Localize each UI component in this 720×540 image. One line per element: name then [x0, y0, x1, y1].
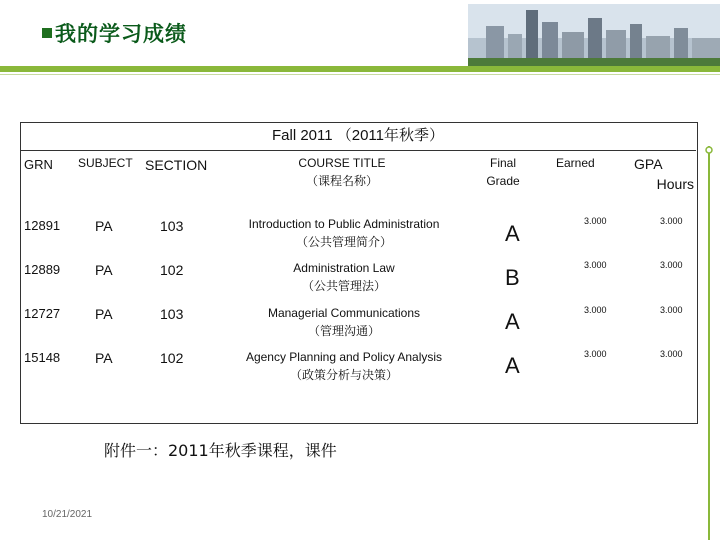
header-final-grade — [478, 154, 528, 190]
row2-grade: B — [505, 265, 520, 290]
header-subject: SUBJECT — [78, 156, 133, 170]
right-edge-decoration — [702, 146, 716, 540]
row2-section: 102 — [160, 262, 184, 278]
header-divider — [0, 74, 720, 75]
row3-course-title — [222, 304, 466, 340]
row4-grn: 15148 — [24, 350, 61, 365]
city-skyline-image — [468, 4, 720, 66]
row1-grade: A — [505, 221, 520, 246]
header-accent-bar — [0, 66, 720, 72]
row4-course-title — [222, 348, 466, 384]
row3-title-en: Managerial Communications — [267, 306, 421, 320]
row3-grade: A — [505, 309, 520, 334]
header-course-title-en: COURSE TITLE — [298, 156, 386, 170]
row4-grade: A — [505, 353, 520, 378]
row1-section: 103 — [160, 218, 184, 234]
table-heading-divider — [20, 150, 696, 151]
row1-title-zh: （公共管理简介） — [295, 235, 392, 249]
row3-subject: PA — [95, 306, 113, 322]
row1-title-en: Introduction to Public Administration — [248, 217, 440, 231]
header-grn: GRN — [24, 157, 53, 172]
header-earned: Earned — [556, 156, 595, 170]
row1-earned: 3.000 — [584, 216, 607, 226]
row3-earned: 3.000 — [584, 305, 607, 315]
row4-section: 102 — [160, 350, 184, 366]
row4-subject: PA — [95, 350, 113, 366]
slide-date: 10/21/2021 — [42, 509, 93, 520]
header-course-title-zh: （课程名称） — [305, 174, 378, 188]
row3-section: 103 — [160, 306, 184, 322]
row3-gpa: 3.000 — [660, 305, 683, 315]
header-final-grade-line2: Grade — [486, 174, 520, 188]
slide-title: 我的学习成绩 — [55, 22, 187, 46]
row2-course-title — [222, 259, 466, 295]
slide-title-group — [42, 18, 187, 48]
header-gpa-line1: GPA — [634, 156, 663, 172]
row4-earned: 3.000 — [584, 349, 607, 359]
row2-title-en: Administration Law — [293, 261, 395, 275]
row4-gpa: 3.000 — [660, 349, 683, 359]
square-bullet-icon — [42, 28, 52, 38]
row3-grn: 12727 — [24, 306, 61, 321]
row2-gpa: 3.000 — [660, 260, 683, 270]
header-section: SECTION — [145, 157, 208, 173]
row1-gpa: 3.000 — [660, 216, 683, 226]
row1-grn: 12891 — [24, 218, 61, 233]
row2-grn: 12889 — [24, 262, 61, 277]
row1-subject: PA — [95, 218, 113, 234]
header-course-title — [262, 154, 422, 190]
row1-course-title — [222, 215, 466, 251]
row2-earned: 3.000 — [584, 260, 607, 270]
header-gpa-hours — [634, 154, 694, 194]
row3-title-zh: （管理沟通） — [307, 324, 380, 338]
row2-title-zh: （公共管理法） — [301, 279, 386, 293]
row4-title-en: Agency Planning and Policy Analysis — [245, 350, 443, 364]
header-gpa-line2: Hours — [656, 176, 694, 192]
table-heading: Fall 2011 （2011年秋季） — [271, 127, 445, 144]
header-final-grade-line1: Final — [489, 156, 516, 170]
row2-subject: PA — [95, 262, 113, 278]
appendix-caption: 附件一：2011年秋季课程，课件 — [104, 441, 337, 460]
row4-title-zh: （政策分析与决策） — [289, 368, 398, 382]
